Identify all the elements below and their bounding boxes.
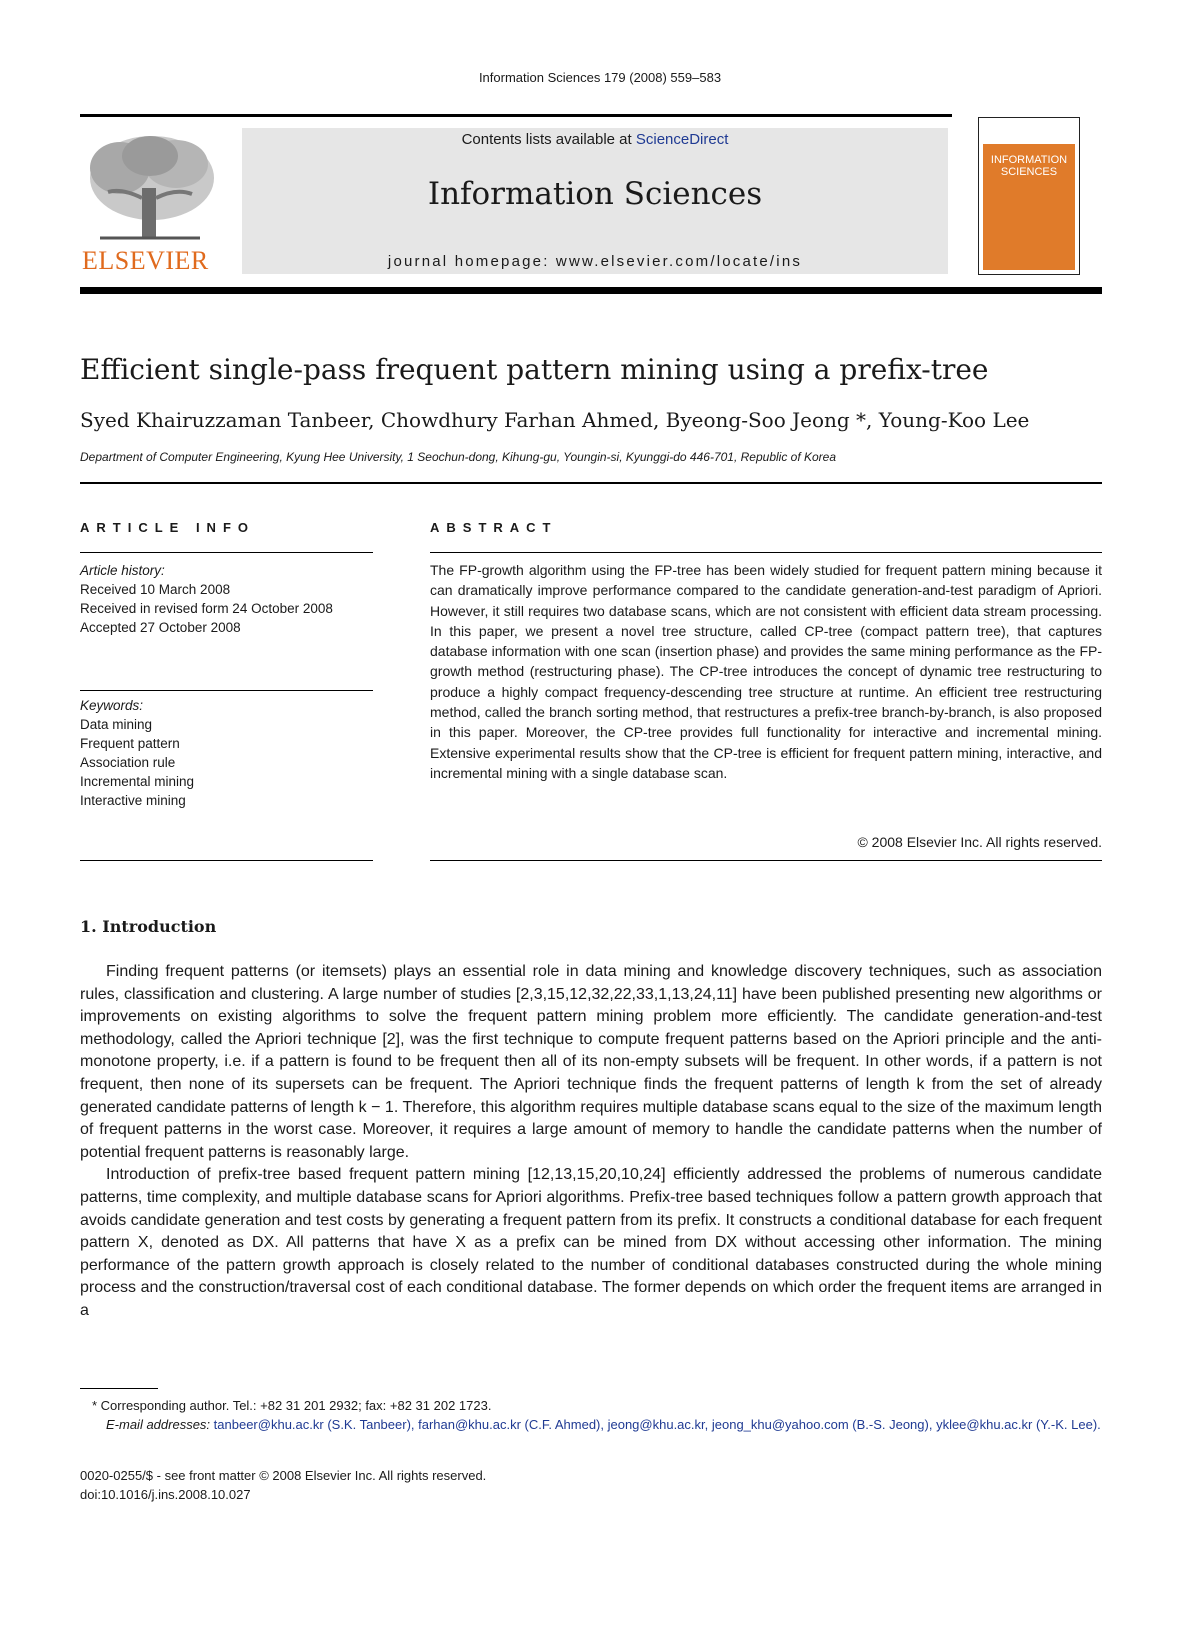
keywords-block	[80, 696, 373, 810]
intro-paragraph: Finding frequent patterns (or itemsets) plays an essential role in data mining and knowledge discovery techniques, such as association rules, classification and clustering. A large number of studies [2,3,15,12,32,22,33,1,13,24,11] have been published presenting new algorithms or improvements on existing algorithms to solve the frequent pattern mining problem more efficiently. The candidate generation-and-test methodology, called the Apriori technique [2], was the first technique to compute frequent patterns based on the Apriori principle and the anti-monotone property, i.e. if a pattern is found to be frequent then all of its non-empty subsets will be frequent. In other words, if a pattern is not frequent, then none of its supersets can be frequent. The Apriori technique finds the frequent patterns of length k from the set of already generated candidate patterns of length k − 1. Therefore, this algorithm requires multiple database scans equal to the size of the maximum length of frequent patterns in the worst case. Moreover, it requires a large amount of memory to handle the candidate patterns when the number of potential frequent patterns is reasonably large.	[80, 963, 1102, 1161]
keyword-item: Association rule	[80, 755, 176, 770]
abstract-rule	[430, 552, 1102, 553]
abstract-bottom-rule	[430, 860, 1102, 861]
abstract-text: The FP-growth algorithm using the FP-tree has been widely studied for frequent pattern mining because it can dramatically improve performance compared to the candidate generation-and-test paradigm of Apriori. However, it still requires two database scans, which are not consistent with efficient data stream processing. In this paper, we present a novel tree structure, called CP-tree (compact pattern tree), that captures database information with one scan (insertion phase) and provides the same mining performance as the FP-growth method (restructuring phase). The CP-tree introduces the concept of dynamic tree restructuring to produce a highly compact frequency-descending tree structure at runtime. An efficient tree restructuring method, called the branch sorting method, that restructures a prefix-tree branch-by-branch, is also proposed in this paper. Moreover, the CP-tree provides full functionality for interactive and incremental mining. Extensive experimental results show that the CP-tree is efficient for frequent pattern mining, interactive, and incremental mining with a single database scan.	[430, 562, 1102, 781]
email-label: E-mail addresses:	[106, 1417, 211, 1432]
banner-bottom-rule	[80, 287, 1102, 294]
article-authors: Syed Khairuzzaman Tanbeer, Chowdhury Farhan Ahmed, Byeong-Soo Jeong *, Young-Koo Lee	[80, 408, 1030, 432]
front-matter	[80, 1466, 1102, 1504]
article-affiliation: Department of Computer Engineering, Kyung Hee University, 1 Seochun-dong, Kihung-gu, Youngin-si, Kyunggi-do 446-701, Republic of Korea	[80, 450, 837, 464]
email-links[interactable]: tanbeer@khu.ac.kr (S.K. Tanbeer), farhan@khu.ac.kr (C.F. Ahmed), jeong@khu.ac.kr, jeong_khu@yahoo.com (B.-S. Jeong), yklee@khu.ac.kr (Y.-K. Lee).	[213, 1417, 1101, 1432]
affiliation-rule	[80, 482, 1102, 484]
article-info-heading: ARTICLE INFO	[80, 520, 255, 535]
introduction-heading: 1. Introduction	[80, 917, 217, 936]
abstract-copyright: © 2008 Elsevier Inc. All rights reserved.	[857, 834, 1102, 850]
article-title: Efficient single-pass frequent pattern mining using a prefix-tree	[80, 353, 989, 386]
history-accepted: Accepted 27 October 2008	[80, 620, 241, 635]
footnote-rule	[80, 1388, 158, 1389]
footnotes	[80, 1396, 1102, 1434]
journal-name: Information Sciences	[427, 176, 763, 212]
header-rule	[80, 114, 952, 117]
history-label: Article history:	[80, 563, 165, 578]
sciencedirect-link[interactable]: ScienceDirect	[635, 131, 729, 148]
elsevier-logo-text: ELSEVIER	[82, 246, 209, 275]
running-header: Information Sciences 179 (2008) 559–583	[478, 70, 722, 85]
keyword-item: Frequent pattern	[80, 736, 180, 751]
contents-line	[242, 131, 948, 148]
corresponding-author: * Corresponding author. Tel.: +82 31 201 2932; fax: +82 31 202 1723.	[92, 1398, 492, 1413]
introduction-body	[80, 961, 1102, 1323]
elsevier-tree-logo	[80, 128, 220, 246]
keywords-label: Keywords:	[80, 698, 144, 713]
article-info-bottom-rule	[80, 860, 373, 861]
doi-line[interactable]: doi:10.1016/j.ins.2008.10.027	[80, 1487, 251, 1502]
article-info-rule	[80, 552, 373, 553]
email-addresses	[80, 1415, 1102, 1434]
cover-orange-panel	[983, 144, 1075, 270]
history-revised: Received in revised form 24 October 2008	[80, 601, 333, 616]
intro-paragraph: Introduction of prefix-tree based frequent pattern mining [12,13,15,20,10,24] efficiently addressed the problems of numerous candidate patterns, time complexity, and multiple database scans for Apriori algorithms. Prefix-tree based techniques follow a pattern growth approach that avoids candidate generation and test costs by generating a frequent pattern from its prefix. It constructs a conditional database for each frequent pattern X, denoted as DX. All patterns that have X as a prefix can be mined from DX without accessing other information. The mining performance of the pattern growth approach is closely related to the number of conditional databases constructed during the whole mining process and the construction/traversal cost of each conditional database. The former depends on which order the frequent items are arranged in a	[80, 1166, 1102, 1319]
keyword-item: Data mining	[80, 717, 153, 732]
contents-prefix: Contents lists available at	[461, 131, 636, 148]
keyword-item: Incremental mining	[80, 774, 195, 789]
journal-cover	[978, 117, 1080, 275]
journal-homepage[interactable]: journal homepage: www.elsevier.com/locate/ins	[387, 253, 803, 270]
cover-title: INFORMATION SCIENCES	[990, 154, 1068, 178]
abstract-heading: ABSTRACT	[430, 520, 558, 535]
history-received: Received 10 March 2008	[80, 582, 231, 597]
article-history	[80, 561, 373, 637]
keywords-rule	[80, 690, 373, 691]
front-matter-line: 0020-0255/$ - see front matter © 2008 Elsevier Inc. All rights reserved.	[80, 1468, 487, 1483]
keyword-item: Interactive mining	[80, 793, 186, 808]
